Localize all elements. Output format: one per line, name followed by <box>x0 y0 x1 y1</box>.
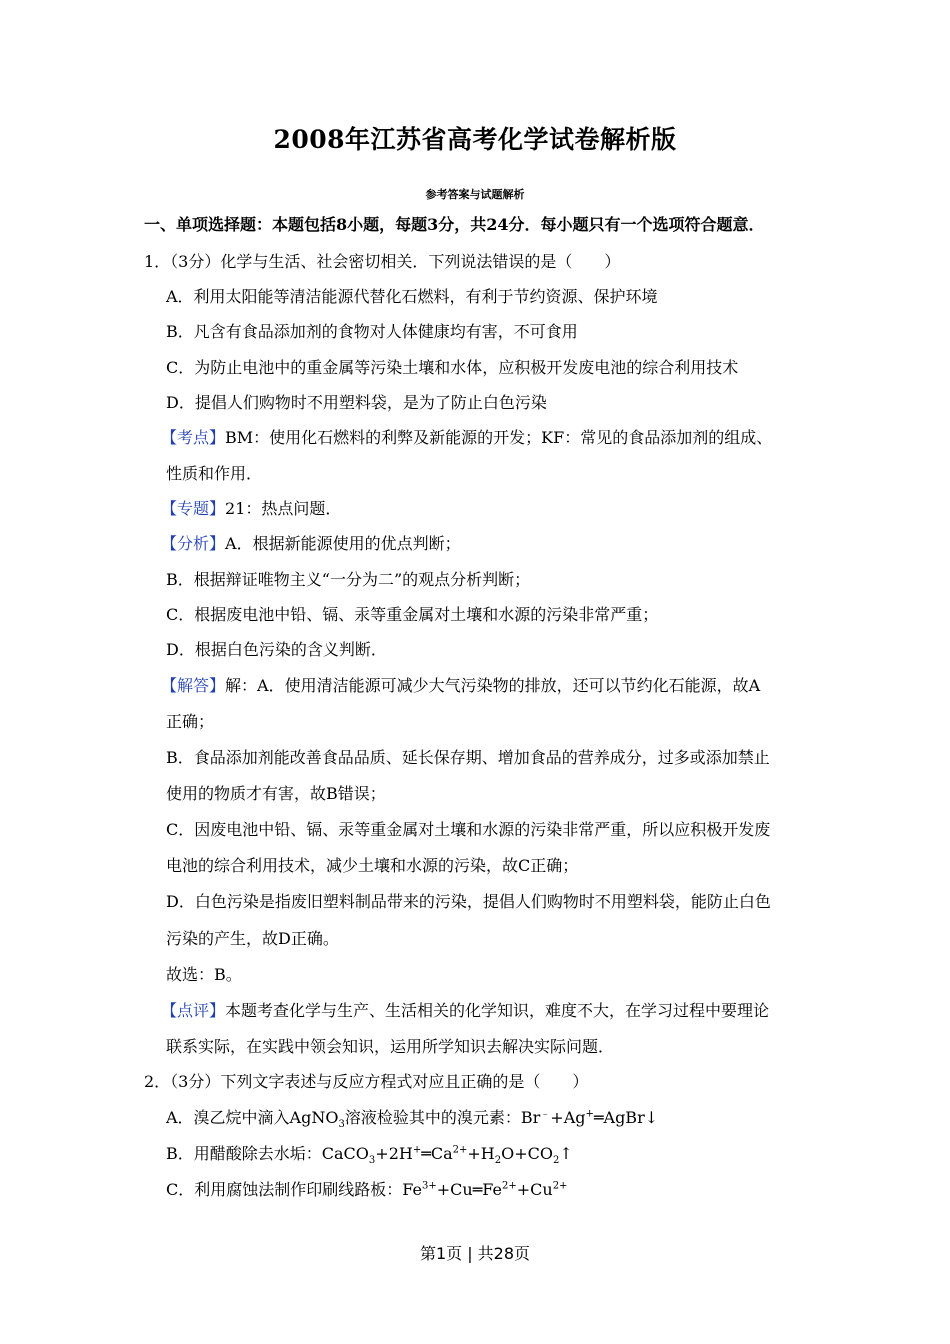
jieda-line-1: 正确； <box>166 712 215 731</box>
q2b-prefix: B．用醋酸除去水垢：CaCO <box>166 1144 369 1163</box>
dianping-tag: 【点评】 <box>161 1001 226 1020</box>
q2c-sup3: 2+ <box>552 1180 568 1192</box>
q2c-sup1: 3+ <box>421 1180 437 1192</box>
fenxi-line-d: D．根据白色污染的含义判断． <box>166 640 387 659</box>
fenxi-line-c: C．根据废电池中铅、镉、汞等重金属对土壤和水源的污染非常严重； <box>166 605 659 624</box>
q2a-mid: 溶液检验其中的溴元素：Br <box>344 1108 541 1127</box>
q2c-mid2: +Cu <box>516 1180 553 1199</box>
q2b-mid: +2H <box>375 1144 413 1163</box>
q2c-sup2: 2+ <box>501 1180 517 1192</box>
q2a-prefix: A．溴乙烷中滴入AgNO <box>166 1108 339 1127</box>
q2b-sub1: 3 <box>368 1155 376 1167</box>
zhuanti-text: 21：热点问题． <box>225 499 342 518</box>
q1-kaodian-cont: 性质和作用． <box>166 464 263 483</box>
section-heading: 一、单项选择题：本题包括8小题，每题3分，共24分．每小题只有一个选项符合题意． <box>144 215 765 234</box>
q1-dianping <box>161 1000 769 1022</box>
q2b-mid3: +H <box>467 1144 495 1163</box>
jieda-line-2: B．食品添加剂能改善食品品质、延长保存期、增加食品的营养成分，过多或添加禁止 <box>166 748 770 767</box>
q2b-end: ↑ <box>559 1144 573 1163</box>
jieda-line-7: 污染的产生，故D正确。 <box>166 929 339 948</box>
q2-option-a <box>166 1107 658 1129</box>
q1-fenxi <box>161 533 461 555</box>
q2b-mid4: O+CO <box>501 1144 554 1163</box>
q2b-sub2: 2 <box>494 1155 502 1167</box>
q2a-sup1: ﹣ <box>540 1108 551 1120</box>
q1-stem: 1．（3分）化学与生活、社会密切相关．下列说法错误的是（ ） <box>144 252 621 271</box>
q2b-sub3: 2 <box>553 1155 560 1167</box>
fenxi-line-b: B．根据辩证唯物主义“一分为二”的观点分析判断； <box>166 570 531 589</box>
q1-option-b: B．凡含有食品添加剂的食物对人体健康均有害，不可食用 <box>166 322 578 341</box>
q1-option-c: C．为防止电池中的重金属等污染土壤和水体，应积极开发废电池的综合利用技术 <box>166 358 739 377</box>
q2-stem: 2．（3分）下列文字表述与反应方程式对应且正确的是（ ） <box>144 1072 589 1091</box>
jieda-line-3: 使用的物质才有害，故B错误； <box>166 784 386 803</box>
q2-option-b <box>166 1143 573 1165</box>
q2a-end: ═AgBr↓ <box>593 1108 659 1127</box>
q2a-mid2: +Ag <box>550 1108 586 1127</box>
fenxi-tag: 【分析】 <box>161 534 226 553</box>
kaodian-text: BM：使用化石燃料的利弊及新能源的开发；KF：常见的食品添加剂的组成、 <box>225 428 773 447</box>
q2a-sub1: 3 <box>338 1119 345 1131</box>
dianping-text: 本题考查化学与生产、生活相关的化学知识，难度不大，在学习过程中要理论 <box>225 1001 770 1020</box>
page-title: 2008年江苏省高考化学试卷解析版 <box>273 125 677 154</box>
fenxi-text: A．根据新能源使用的优点判断； <box>225 534 461 553</box>
dianping-cont: 联系实际，在实践中领会知识，运用所学知识去解决实际问题． <box>166 1037 615 1056</box>
q1-option-d: D．提倡人们购物时不用塑料袋，是为了防止白色污染 <box>166 393 547 412</box>
q2b-sup1: + <box>412 1144 422 1156</box>
q1-jieda <box>161 675 760 697</box>
q1-option-a: A．利用太阳能等清洁能源代替化石燃料，有利于节约资源、保护环境 <box>166 287 658 306</box>
jieda-line-5: 电池的综合利用技术，减少土壤和水源的污染，故C正确； <box>166 856 579 875</box>
q2c-prefix: C．利用腐蚀法制作印刷线路板：Fe <box>166 1180 422 1199</box>
jieda-text: 解：A．使用清洁能源可减少大气污染物的排放，还可以节约化石能源，故A <box>225 676 761 695</box>
q2-option-c <box>166 1179 567 1201</box>
q2b-mid2: ═Ca <box>421 1144 453 1163</box>
q2a-sup2: + <box>585 1108 594 1120</box>
q2c-mid: +Cu═Fe <box>436 1180 502 1199</box>
jieda-line-4: C．因废电池中铅、镉、汞等重金属对土壤和水源的污染非常严重，所以应积极开发废 <box>166 820 771 839</box>
q1-zhuanti <box>161 498 341 520</box>
q1-kaodian <box>161 427 772 449</box>
jieda-tag: 【解答】 <box>161 676 226 695</box>
jieda-line-8: 故选：B。 <box>166 965 242 984</box>
q2b-sup2: 2+ <box>452 1144 468 1156</box>
jieda-line-6: D．白色污染是指废旧塑料制品带来的污染，提倡人们购物时不用塑料袋，能防止白色 <box>166 892 771 911</box>
zhuanti-tag: 【专题】 <box>161 499 226 518</box>
page-footer: 第1页 | 共28页 <box>419 1244 531 1263</box>
kaodian-tag: 【考点】 <box>161 428 226 447</box>
subtitle: 参考答案与试题解析 <box>425 188 525 201</box>
